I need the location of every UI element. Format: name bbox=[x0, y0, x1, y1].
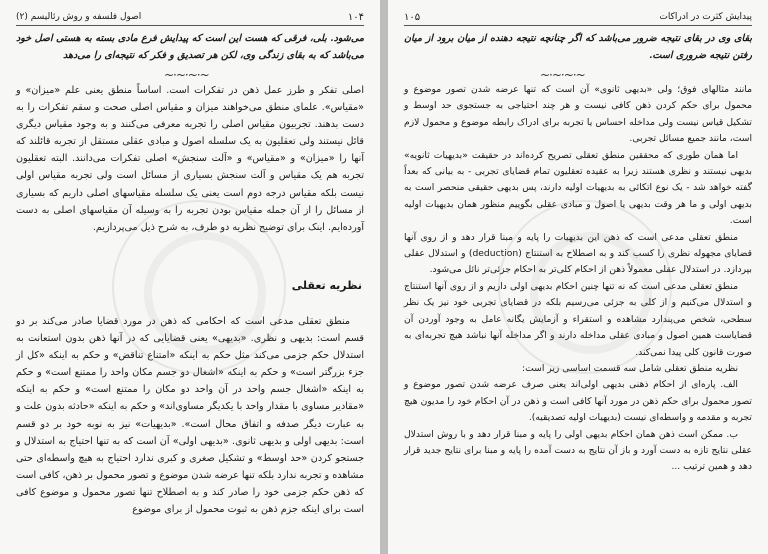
ornament-divider: ~·~·~·~ bbox=[540, 68, 585, 82]
left-page bbox=[0, 0, 380, 554]
right-page-header bbox=[404, 10, 752, 24]
paragraph-text: اما همان طوری که محققین منطق تعقلی تصریح کرده‌اند در حقیقت «بدیهیات ثانویه» بدیهی نیستند و نظری هستند زیرا به عقیده تعقلیون تمام قضایای تجربی - به بیانی که بعداً گفته خواهد شد - یک نوع اتکائی به بدیهیات اولیه دارند، پس بدیهی حقیقی منحصر است به بدیهی اولی و ما هر وقت بدیهی یا اصول و مبادی عقلی بگوییم منظور همان بدیهیات اولیه است. bbox=[404, 149, 752, 227]
ornament-divider: ~·~·~·~ bbox=[164, 68, 209, 82]
body-paragraph bbox=[16, 313, 364, 518]
section-heading: نظریه تعقلی bbox=[291, 279, 362, 292]
intro-text: می‌شود. بلی، فرقی که هست این است که پیدایش فرع مادی بسته به هستی اصل خود می‌باشد که به بقای زندگی وی، لکن هر تصدیق و فکر که نتیجه‌ای را می‌دهد bbox=[16, 33, 364, 61]
running-title: اصول فلسفه و روش رئالیسم (۲) bbox=[16, 12, 142, 22]
paragraph-text: الف. پاره‌ای از احکام ذهنی بدیهی اولی‌اند یعنی صرف عرضه شدن تصور موضوع و تصور محمول برای حکم ذهن در مورد آنها کافی است و ذهن در آن احکام خود را مدیون هیچ تجربه و مقدمه و واسطه‌ای نیست (بدیهیات اولیه تصدیقیه). bbox=[404, 379, 752, 424]
paragraph-text: منطق تعقلی مدعی است که ذهن این بدیهیات را پایه و مبنا قرار دهد و از روی آنها قضایای مجهوله نظری را کسب کند و به اصطلاح به استنتاج (deduction) و استدلال عقلی بپردازد. در استدلال عقلی معمولاً ذهن از احکام کلی‌تر به احکام جزئی‌تر نائل می‌شود. bbox=[404, 231, 752, 276]
body-paragraph bbox=[16, 82, 364, 236]
paragraph-text: اصلی تفکر و طرز عمل ذهن در تفکرات است. اساساً منطق یعنی علم «میزان» و «مقیاس». علمای منطق می‌خواهند میزان و مقیاس اصلی صحت و سقم تفکرات را به دست بدهند. تجربیون مقیاس اصلی را تجربه معرفی می‌کنند و به وجود مقیاس دیگری قائل نیستند ولی تعقلیون به یک سلسله اصول و مبادی عقلی مستقل از تجربه قائلند که آنها را «میزان» و «مقیاس» و «آلت سنجش» اصلی تفکرات می‌دانند. البته تعقلیون تجربه هم یک مقیاس و آلت سنجش بسیاری از مسائل است ولی تجربه مقیاس اولی نیست بلکه مقیاس درجه دوم است یعنی یک سلسله مقیاسهای اصلی داریم که بسیاری از مسائل را از آن جمله مقیاس بودن تجربه را به وسیله آن مقیاسهای اصلی به دست آورده‌ایم. اینک برای توضیح نظریه دو طرف، به شرح ذیل می‌پردازیم. bbox=[16, 85, 364, 233]
page-number: ۱۰۵ bbox=[404, 11, 421, 23]
header-rule bbox=[404, 25, 752, 26]
paragraph-text: ب. ممکن است ذهن همان احکام بدیهی اولی را پایه و مبنا قرار دهد و با روش استدلال عقلی نتایج تازه به دست آورد و باز آن نتایج به دست آمده را پایه و مبنا برای نتایج جدید قرار دهد و همین ترتیب ... bbox=[404, 428, 752, 473]
running-title: پیدایش کثرت در ادراکات bbox=[659, 12, 752, 22]
book-gutter bbox=[380, 0, 388, 554]
intro-text: بقای وی در بقای نتیجه ضرور می‌باشد که اگر چنانچه نتیجه دهنده از میان برود از میان رفتن نتیجه ضروری است. bbox=[404, 33, 752, 61]
paragraph-text: منطق تعقلی مدعی است که احکامی که ذهن در مورد قضایا صادر می‌کند بر دو قسم است: بدیهی و نظری. «بدیهی» یعنی قضایایی که در آنها ذهن بدون استعانت به استدلال حکم جزمی می‌کند مثل حکم به اینکه «امتناع تناقض» و حکم به اینکه «کل از جزء بزرگتر است» و حکم به اینکه «اشغال دو جسم مکان واحد را ممتنع است» و حکم به اینکه «اشغال جسم واحد در آن واحد دو مکان را ممتنع است» و حکم به اینکه «مقادیر مساوی با مقدار واحد با یکدیگر مساوی‌اند» و حکم به اینکه «حادثه بدون علت و به عبارت دیگر صدفه و اتفاق محال است». «بدیهیات» نیز به نوبه خود بر دو قسم است: بدیهی اولی و بدیهی ثانوی. «بدیهی اولی» آن است که به تنها احتیاج به استدلال و جستجو کردن «حد اوسط» و تشکیل صغری و کبری ندارد احتیاج به هیچ واسطه‌ای حتی مشاهده و تجربه ندارد بلکه تنها عرضه شدن موضوع و تصور محمول بر ذهن، کافی است که ذهن حکم جزمی خود را صادر کند و به اصطلاح تنها تصور محمول و موضوع کافی است برای اینکه جزم ذهن به ثبوت محمول از برای موضوع bbox=[16, 316, 364, 516]
paragraph-text: منطق تعقلی مدعی است که نه تنها چنین احکام بدیهی اولی داریم و از روی آنها استنتاج و استدلال می‌کنیم و از کلی به جزئی می‌رسیم بلکه در قضایای تجربی خود نیز یک نظر سطحی، شخص می‌پندارد مشاهده و استقراء و آزمایش یگانه عامل به وجود آوردن آن قضایاست همین اصول و مبادی عقلی مداخله دارند و اگر مداخله آنها نباشد هیچ تجربه‌ای به صورت قانون کلی پیدا نمی‌کند. bbox=[404, 280, 752, 358]
header-rule bbox=[16, 25, 364, 26]
paragraph-text: نظریه منطق تعقلی شامل سه قسمت اساسی زیر است: bbox=[522, 362, 738, 374]
left-page-header bbox=[16, 10, 364, 24]
page-number: ۱۰۴ bbox=[347, 11, 364, 23]
paragraph-text: مانند مثالهای فوق؛ ولی «بدیهی ثانوی» آن است که تنها عرضه شدن تصور موضوع و محمول برای حکم کردن ذهن کافی نیست و هر چند احتیاجی به جستجوی حد اوسط و تشکیل قیاس نیست ولی مداخله احساس یا تجربه برای ادراک رابطه موضوع و محمول لازم است، مانند جمیع مسائل تجربی. bbox=[404, 84, 752, 145]
right-page bbox=[388, 0, 768, 554]
body-text bbox=[404, 82, 752, 476]
